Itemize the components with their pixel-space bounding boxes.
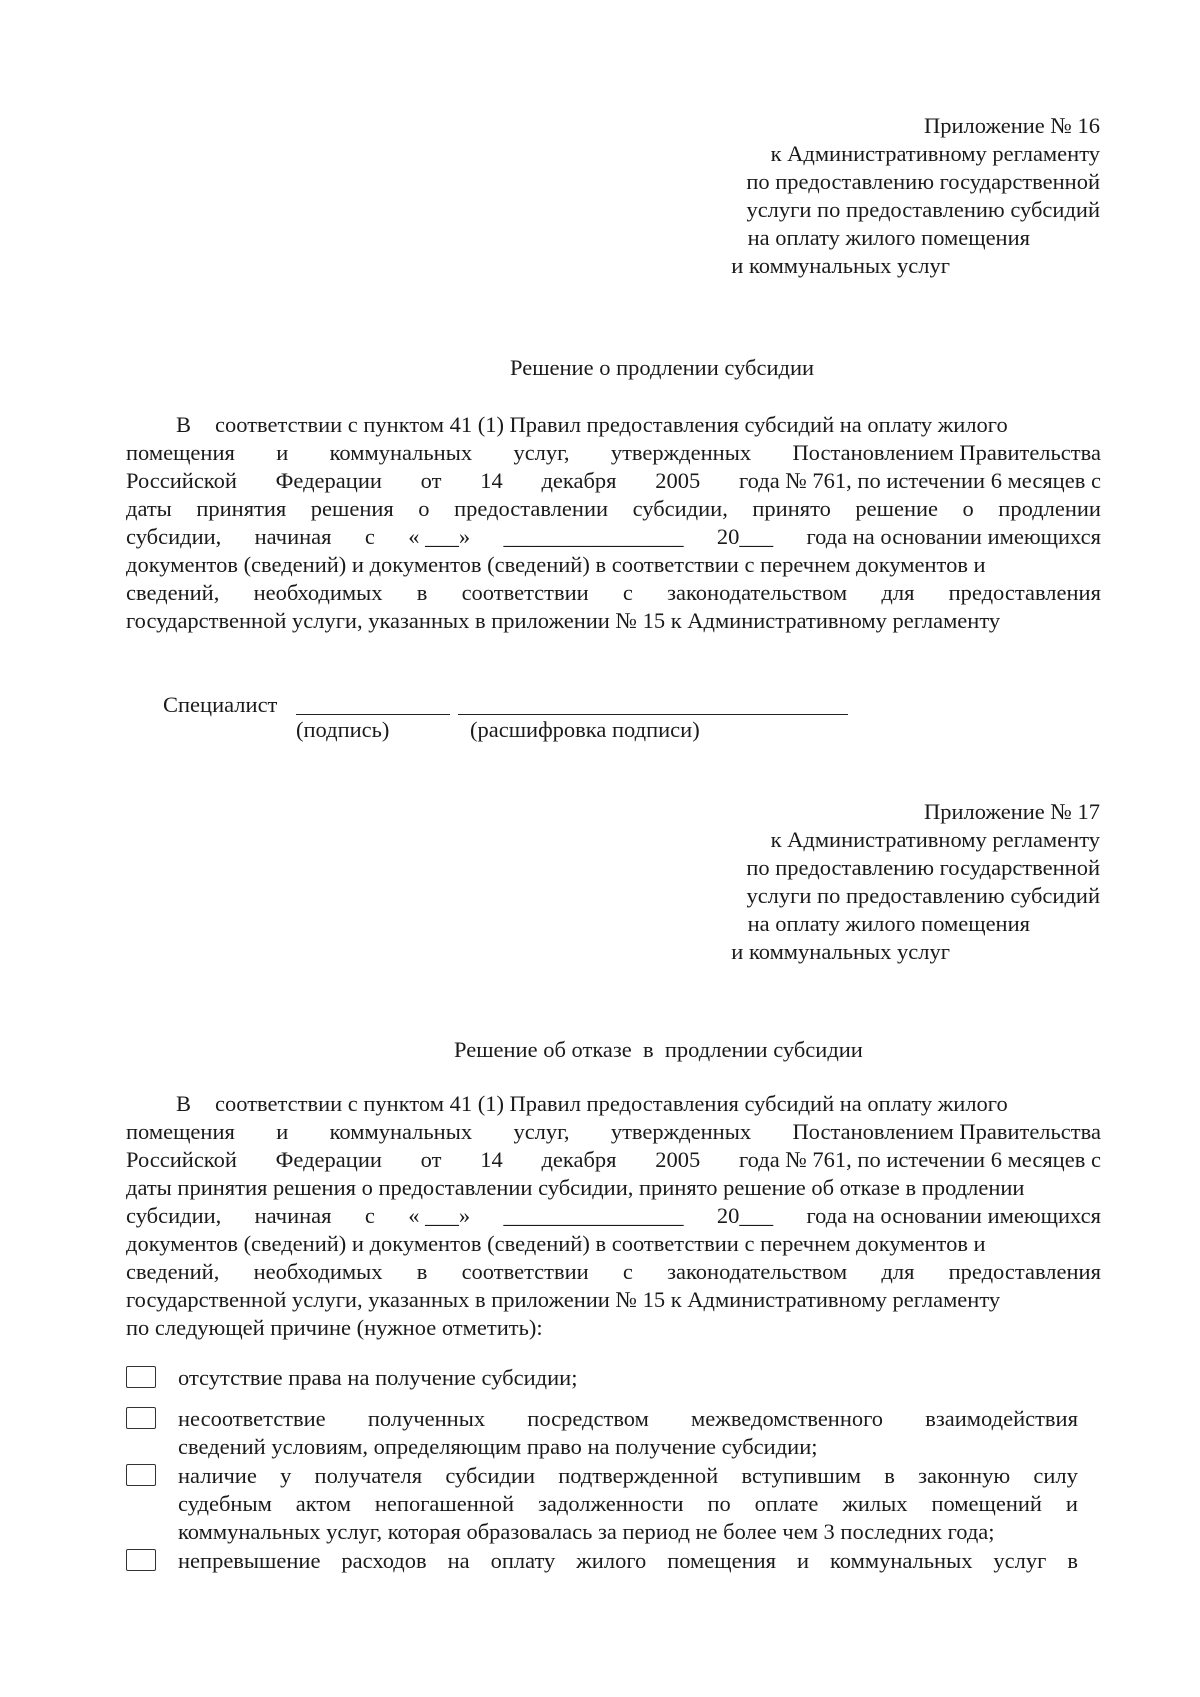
text-segment: 20___ [716, 524, 774, 549]
text-segment: в [416, 580, 428, 605]
appendix-17-line: и коммунальных услуг [731, 939, 950, 964]
text-segment: года на основании имеющихся [806, 524, 1101, 549]
reason-text [178, 1364, 1078, 1392]
text-segment: по [707, 1491, 731, 1516]
appendix-16-line: услуги по предоставлению субсидий [746, 197, 1100, 222]
text-segment: оплату [490, 1548, 556, 1573]
text-segment: решения [310, 496, 394, 521]
text-segment: коммунальных [829, 1548, 973, 1573]
appendix-17-line: по предоставлению государственной [746, 855, 1100, 880]
text-segment: В [176, 1091, 192, 1116]
appendix-17-header [540, 798, 1100, 966]
text-line [126, 1090, 1101, 1118]
text-segment: утвержденных [610, 440, 752, 465]
text-segment: соответствии [461, 1259, 589, 1284]
text-segment: полученных [367, 1406, 486, 1431]
appendix-16-line: по предоставлению государственной [746, 169, 1100, 194]
text-segment: соответствии [461, 580, 589, 605]
text-segment: решение [855, 496, 939, 521]
text-segment: в [1067, 1548, 1078, 1573]
appendix-16-line: на оплату жилого помещения [747, 225, 1030, 250]
signature-decode-line [458, 714, 848, 715]
text-segment: законодательством [667, 580, 848, 605]
decision-refuse-body [126, 1090, 1101, 1342]
text-segment: субсидии, [126, 1203, 222, 1228]
appendix-17-line: Приложение № 17 [924, 799, 1100, 824]
text-segment: от [420, 468, 442, 493]
text-line [126, 579, 1101, 607]
decision-extend-body [126, 411, 1101, 635]
decision-refuse-title: Решение об отказе в продлении субсидии [454, 1037, 863, 1062]
text-segment: предоставления [948, 1259, 1101, 1284]
text-segment: « ___» [408, 524, 471, 549]
text-segment: начиная [254, 1203, 332, 1228]
text-segment: и [276, 440, 289, 465]
text-segment: вступившим [741, 1463, 862, 1488]
text-segment: года № 761, по истечении 6 месяцев с [739, 468, 1101, 493]
reason-text [178, 1462, 1078, 1546]
text-segment: по следующей причине (нужное отметить): [126, 1315, 543, 1340]
text-line [126, 1258, 1101, 1286]
text-segment: 14 [480, 468, 503, 493]
text-segment: подтвержденной [558, 1463, 719, 1488]
text-segment: законную [918, 1463, 1011, 1488]
signature-caption: (подпись) [296, 717, 390, 742]
text-segment: для [881, 1259, 915, 1284]
reason-line [178, 1547, 1078, 1575]
text-line [126, 1286, 1101, 1314]
text-segment: задолженности [538, 1491, 684, 1516]
appendix-16-line: Приложение № 16 [924, 113, 1100, 138]
text-segment: помещений [931, 1491, 1042, 1516]
text-segment: получателя [314, 1463, 423, 1488]
reason-line [178, 1462, 1078, 1490]
text-segment: несоответствие [178, 1406, 326, 1431]
text-segment: государственной услуги, указанных в приложении № 15 к Административному регламенту [126, 1287, 1001, 1312]
text-segment: оплате [754, 1491, 819, 1516]
reason-line [178, 1433, 1078, 1461]
text-line [126, 551, 1101, 579]
text-segment: и [1065, 1491, 1078, 1516]
text-segment: необходимых [253, 580, 383, 605]
text-segment: даты [126, 496, 172, 521]
text-segment: утвержденных [610, 1119, 752, 1144]
text-segment: помещения [126, 440, 235, 465]
text-segment: расходов [341, 1548, 427, 1573]
text-segment: необходимых [253, 1259, 383, 1284]
text-line [126, 1146, 1101, 1174]
appendix-17-line: на оплату жилого помещения [747, 911, 1030, 936]
text-segment: Федерации [275, 468, 382, 493]
reason-checkbox[interactable] [126, 1464, 156, 1486]
text-segment: 2005 [655, 468, 701, 493]
text-segment: в [884, 1463, 895, 1488]
text-segment: соответствии с пунктом 41 (1) Правил предоставления субсидий на оплату жилого [215, 412, 1008, 437]
text-segment: непогашенной [374, 1491, 515, 1516]
text-segment: с [622, 1259, 633, 1284]
text-segment: продлении [998, 496, 1101, 521]
reason-text [178, 1405, 1078, 1461]
text-segment: предоставления [948, 580, 1101, 605]
text-segment: субсидии, [126, 524, 222, 549]
text-segment: декабря [541, 1147, 617, 1172]
text-segment: 14 [480, 1147, 503, 1172]
text-segment: и [276, 1119, 289, 1144]
text-segment: о [962, 496, 974, 521]
text-segment: судебным [178, 1491, 272, 1516]
text-segment: Федерации [275, 1147, 382, 1172]
text-segment: государственной услуги, указанных в приложении № 15 к Административному регламенту [126, 608, 1001, 633]
decision-extend-title: Решение о продлении субсидии [510, 355, 815, 380]
text-segment: посредством [527, 1406, 649, 1431]
text-segment: ________________ [503, 1203, 684, 1228]
text-segment: межведомственного [691, 1406, 884, 1431]
text-segment: субсидии, [632, 496, 728, 521]
text-segment: сведений, [126, 1259, 220, 1284]
text-segment: коммунальных [329, 1119, 473, 1144]
text-segment: принято [752, 496, 831, 521]
signature-label: Специалист [163, 692, 278, 717]
text-segment: коммунальных [329, 440, 473, 465]
appendix-17-line: услуги по предоставлению субсидий [746, 883, 1100, 908]
text-segment: актом [295, 1491, 351, 1516]
text-line [126, 607, 1101, 635]
appendix-16-header [540, 112, 1100, 280]
text-segment: жилого [576, 1548, 647, 1573]
text-segment: сведений условиям, определяющим право на получение субсидии; [178, 1434, 818, 1459]
signature-decode-caption: (расшифровка подписи) [470, 717, 700, 742]
appendix-16-line: к Административному регламенту [770, 141, 1100, 166]
text-line [126, 1174, 1101, 1202]
reason-line [178, 1490, 1078, 1518]
text-segment: В [176, 412, 192, 437]
text-segment: сведений, [126, 580, 220, 605]
text-segment: предоставлении [454, 496, 609, 521]
text-line [126, 1118, 1101, 1146]
text-segment: с [364, 1203, 375, 1228]
text-segment: силу [1033, 1463, 1078, 1488]
text-segment: и [796, 1548, 810, 1573]
reason-line [178, 1364, 1078, 1392]
appendix-16-line: и коммунальных услуг [731, 253, 950, 278]
text-segment: для [881, 580, 915, 605]
text-segment: с [622, 580, 633, 605]
text-segment: отсутствие права на получение субсидии; [178, 1365, 578, 1390]
text-segment: о [418, 496, 430, 521]
text-line [126, 1230, 1101, 1258]
text-segment: услуг [993, 1548, 1047, 1573]
text-line [126, 495, 1101, 523]
text-segment: 2005 [655, 1147, 701, 1172]
text-segment: декабря [541, 468, 617, 493]
text-segment: услуг, [513, 1119, 570, 1144]
text-segment: непревышение [178, 1548, 321, 1573]
signature-line [296, 714, 450, 715]
text-segment: ________________ [503, 524, 684, 549]
text-line [126, 439, 1101, 467]
text-segment: жилых [842, 1491, 908, 1516]
text-segment: начиная [254, 524, 332, 549]
text-segment: Российской [126, 468, 237, 493]
text-segment: коммунальных услуг, которая образовалась за период не более чем 3 последних года; [178, 1519, 995, 1544]
text-segment: от [420, 1147, 442, 1172]
reason-text [178, 1547, 1078, 1575]
text-segment: документов (сведений) и документов (сведений) в соответствии с перечнем документов и [126, 552, 986, 577]
text-segment: года № 761, по истечении 6 месяцев с [739, 1147, 1101, 1172]
text-line [126, 411, 1101, 439]
text-segment: соответствии с пунктом 41 (1) Правил предоставления субсидий на оплату жилого [215, 1091, 1008, 1116]
text-line [126, 1202, 1101, 1230]
text-segment: Постановлением Правительства [792, 1119, 1101, 1144]
text-line [126, 467, 1101, 495]
reason-checkbox[interactable] [126, 1366, 156, 1388]
text-segment: Российской [126, 1147, 237, 1172]
text-segment: Постановлением Правительства [792, 440, 1101, 465]
text-segment: взаимодействия [925, 1406, 1078, 1431]
text-segment: наличие [178, 1463, 257, 1488]
reason-line [178, 1518, 1078, 1546]
reason-checkbox[interactable] [126, 1549, 156, 1571]
text-segment: даты принятия решения о предоставлении субсидии, принято решение об отказе в продлении [126, 1175, 1025, 1200]
reason-line [178, 1405, 1078, 1433]
text-segment: помещения [667, 1548, 777, 1573]
text-segment: субсидии [445, 1463, 535, 1488]
text-segment: с [364, 524, 375, 549]
text-segment: документов (сведений) и документов (сведений) в соответствии с перечнем документов и [126, 1231, 986, 1256]
text-line [126, 1314, 1101, 1342]
text-segment: в [416, 1259, 428, 1284]
text-segment: услуг, [513, 440, 570, 465]
text-line [126, 523, 1101, 551]
reason-checkbox[interactable] [126, 1407, 156, 1429]
text-segment: 20___ [716, 1203, 774, 1228]
text-segment: на [447, 1548, 470, 1573]
text-segment: у [280, 1463, 292, 1488]
text-segment: года на основании имеющихся [806, 1203, 1101, 1228]
text-segment: « ___» [408, 1203, 471, 1228]
text-segment: помещения [126, 1119, 235, 1144]
appendix-17-line: к Административному регламенту [770, 827, 1100, 852]
text-segment: принятия [196, 496, 287, 521]
text-segment: законодательством [667, 1259, 848, 1284]
